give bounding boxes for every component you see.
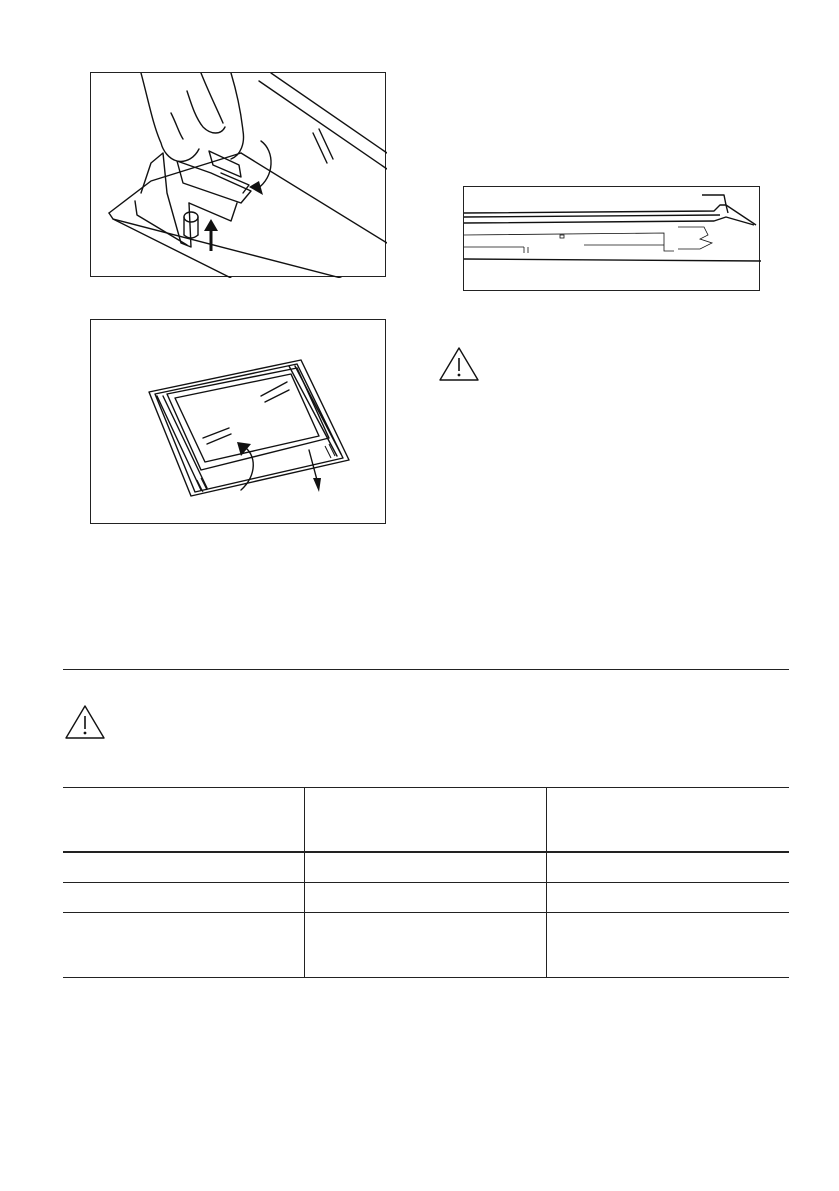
hand-releasing-hinge-lever-illustration <box>91 73 387 278</box>
table-row-border <box>63 882 789 883</box>
warning-triangle-icon <box>438 346 480 382</box>
warning-icon-upper <box>438 346 480 387</box>
warning-triangle-icon <box>64 704 106 740</box>
table-header-border <box>63 851 789 853</box>
section-divider <box>63 669 789 670</box>
table-top-border <box>63 787 789 788</box>
table-column-divider <box>546 787 547 978</box>
glass-panel-removal-figure <box>90 319 386 524</box>
table-column-divider <box>304 787 305 978</box>
glass-panel-seating-cross-section-illustration <box>464 187 761 292</box>
hinge-lever-figure <box>90 72 386 277</box>
warning-icon-lower <box>64 704 106 745</box>
table-row-border <box>63 912 789 913</box>
glass-panel-lift-out-illustration <box>91 320 387 525</box>
panel-seating-figure <box>463 186 760 291</box>
table-bottom-border <box>63 977 789 978</box>
